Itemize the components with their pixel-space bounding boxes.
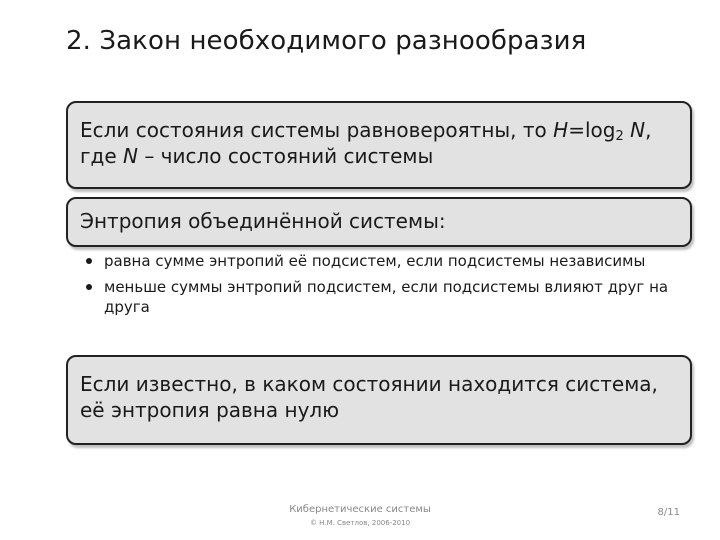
formula-var-n: N <box>630 118 646 142</box>
entropy-bullet-list <box>82 251 682 323</box>
bullet-dot-icon <box>86 258 92 264</box>
bullet-dot-icon <box>86 284 92 290</box>
bullet-item <box>82 251 682 271</box>
bullet-item <box>82 277 682 317</box>
formula-sub: 2 <box>615 129 624 144</box>
formula-line2-a: где <box>80 144 123 168</box>
formula-text <box>80 117 680 169</box>
formula-box <box>66 101 692 189</box>
formula-eq: =log <box>568 118 616 142</box>
formula-comma: , <box>645 118 652 142</box>
bullet-text: равна сумме энтропий её подсистем, если подсистемы независимы <box>104 252 646 270</box>
footer-copyright: © Н.М. Светлов, 2006-2010 <box>309 519 411 527</box>
entropy-header-box <box>66 197 692 247</box>
formula-line2-n: N <box>123 144 138 168</box>
page-title: 2. Закон необходимого разнообразия <box>66 26 587 56</box>
bullet-text: меньше суммы энтропий подсистем, если подсистемы влияют друг на друга <box>104 278 669 316</box>
formula-var-h: H <box>553 118 569 142</box>
zero-entropy-box <box>66 355 692 445</box>
footer-center <box>260 503 460 529</box>
entropy-header-text: Энтропия объединённой системы: <box>80 209 446 233</box>
zero-entropy-text: Если известно, в каком состоянии находится система, её энтропия равна нулю <box>80 372 658 422</box>
formula-text-a: Если состояния системы равновероятны, то <box>80 118 554 142</box>
page-number: 8/11 <box>657 507 680 518</box>
footer-course: Кибернетические системы <box>289 504 431 515</box>
formula-line2-b: – число состояний системы <box>137 144 434 168</box>
